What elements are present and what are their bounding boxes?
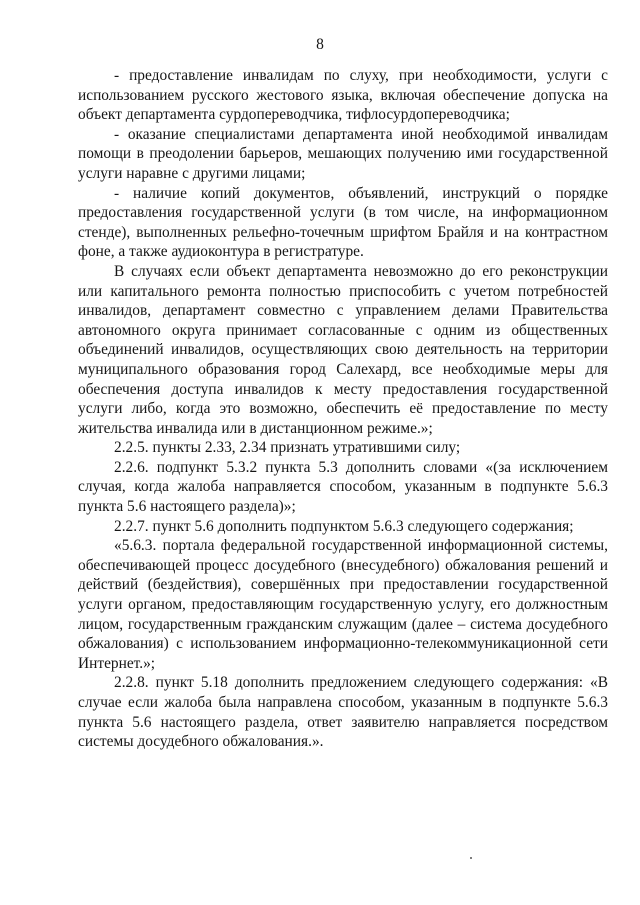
document-body bbox=[78, 66, 608, 752]
paragraph-5-6-3-quote: «5.6.3. портала федеральной государственной информационной системы, обеспечивающей процесс досудебного (внесудебного) обжалования решений и действий (бездействия), совершённых при предоставлении государственной услуги органом, предоставляющим государственную услугу, его должностным лицом, государственным гражданским служащим (далее – система досудебного обжалования) с использованием информационно-телекоммуникационной сети Интернет.»; bbox=[78, 537, 608, 672]
paragraph-bullet-sign-language: - предоставление инвалидам по слуху, при необходимости, услуги с использованием русского жестового языка, включая обеспечение допуска на объект департамента сурдопереводчика, тифлосурдопереводчика; bbox=[78, 67, 608, 124]
paragraph-2-2-8: 2.2.8. пункт 5.18 дополнить предложением следующего содержания: «В случае если жалоба была направлена способом, указанным в подпункте 5.6.3 пункта 5.6 настоящего раздела, ответ заявителю направляется посредством системы досудебного обжалования.». bbox=[78, 674, 608, 751]
page-number: 8 bbox=[316, 36, 324, 53]
scan-speck bbox=[470, 857, 472, 859]
paragraph-2-2-7: 2.2.7. пункт 5.6 дополнить подпунктом 5.6.3 следующего содержания; bbox=[114, 517, 574, 535]
paragraph-reconstruction-cases: В случаях если объект департамента невозможно до его реконструкции или капитального ремонта полностью приспособить с учетом потребностей инвалидов, департамент совместно с управлением делами Правительства автономного округа принимает согласованные с одним из общественных объединений инвалидов, осуществляющих свою деятельность на территории муниципального образования город Салехард, все необходимые меры для обеспечения доступа инвалидов к месту предоставления государственной услуги либо, когда это возможно, обеспечить её предоставление по месту жительства инвалида или в дистанционном режиме.»; bbox=[78, 262, 608, 437]
paragraph-bullet-braille: - наличие копий документов, объявлений, инструкций о порядке предоставления государственной услуги (в том числе, на информационном стенде), выполненных рельефно-точечным шрифтом Брайля и на контрастном фоне, а также аудиоконтура в регистратуре. bbox=[78, 184, 608, 261]
paragraph-bullet-assistance: - оказание специалистами департамента иной необходимой инвалидам помощи в преодолении барьеров, мешающих получению ими государственной услуги наравне с другими лицами; bbox=[78, 125, 608, 182]
paragraph-2-2-5: 2.2.5. пункты 2.33, 2.34 признать утратившими силу; bbox=[114, 439, 461, 457]
paragraph-2-2-6: 2.2.6. подпункт 5.3.2 пункта 5.3 дополнить словами «(за исключением случая, когда жалоба направляется способом, указанным в подпункте 5.6.3 пункта 5.6 настоящего раздела)»; bbox=[78, 458, 608, 516]
